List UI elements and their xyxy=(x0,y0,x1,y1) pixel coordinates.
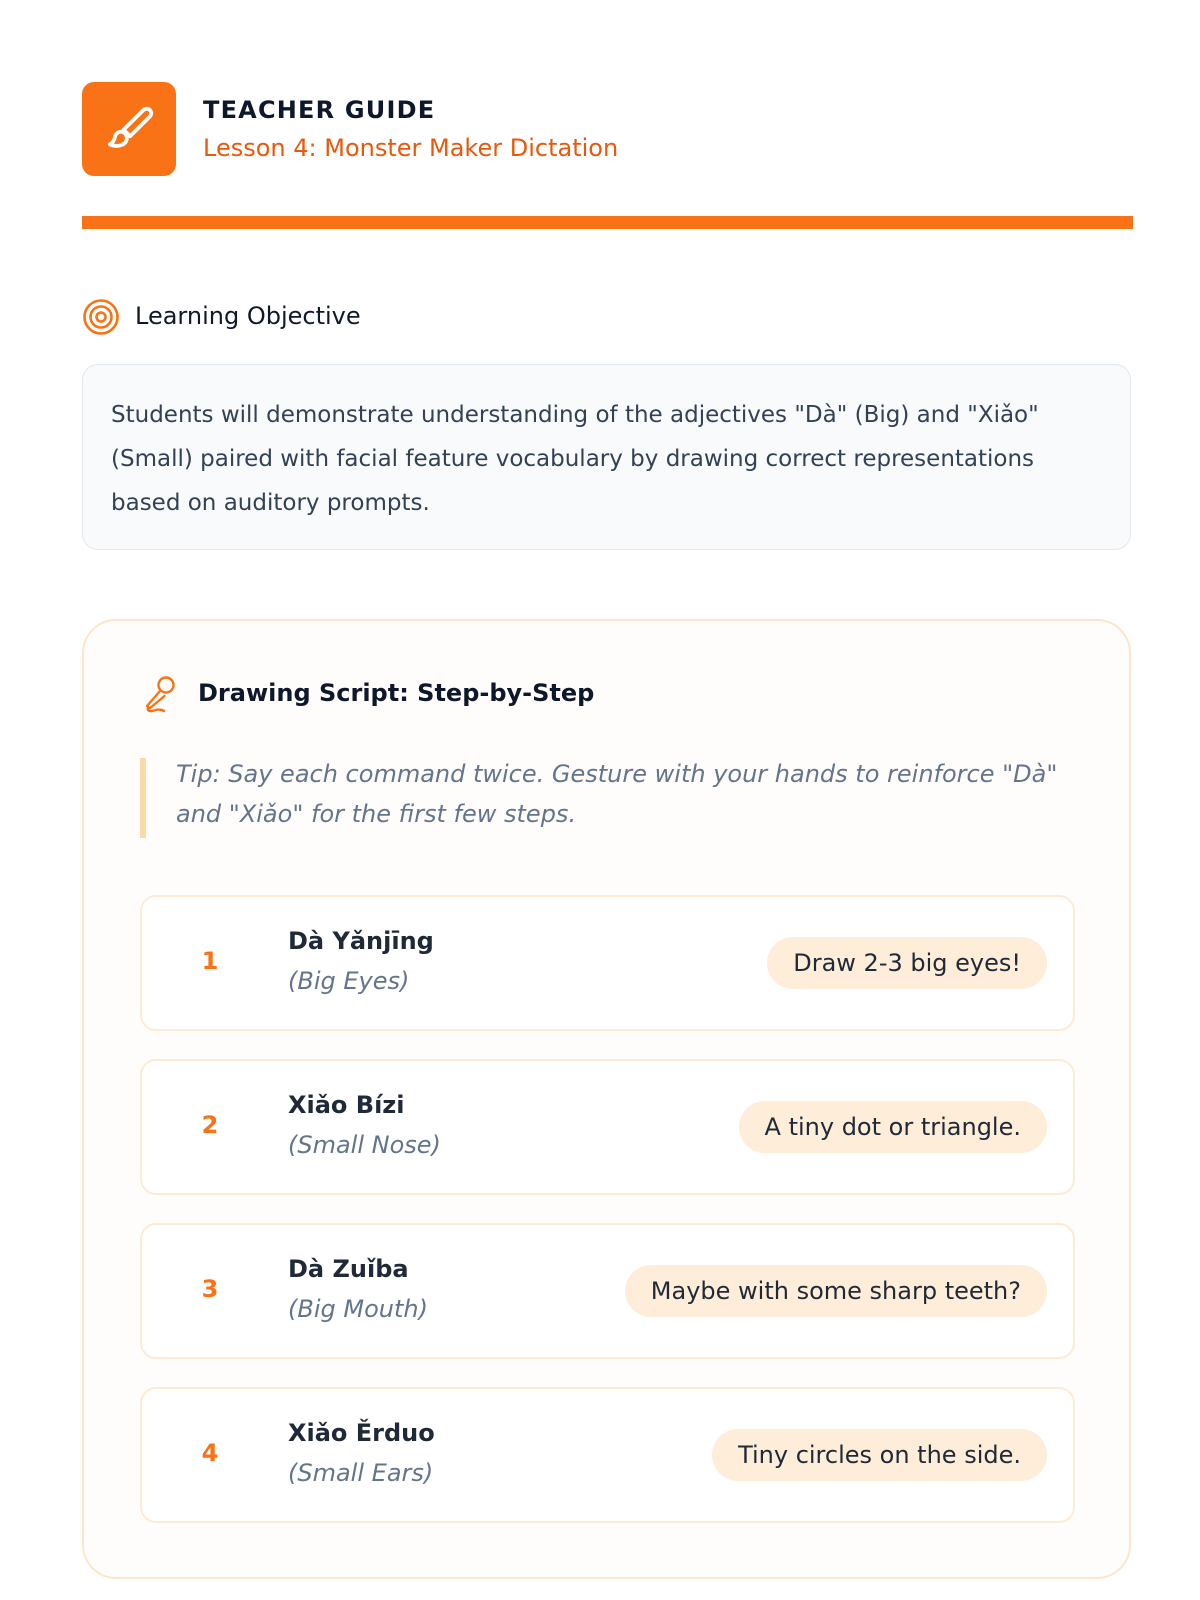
lesson-title: Lesson 4: Monster Maker Dictation xyxy=(203,134,619,162)
step-gloss: (Small Ears) xyxy=(288,1459,434,1487)
objective-label: Learning Objective xyxy=(135,302,361,330)
step-hint-pill: A tiny dot or triangle. xyxy=(739,1101,1047,1153)
step-gloss: (Small Nose) xyxy=(288,1131,441,1159)
teacher-tip xyxy=(140,758,1060,838)
step-number: 2 xyxy=(201,1111,219,1139)
step-hint-pill: Tiny circles on the side. xyxy=(712,1429,1047,1481)
step-gloss: (Big Mouth) xyxy=(288,1295,428,1323)
step-term: Xiǎo Ěrduo xyxy=(288,1419,435,1447)
step-number: 4 xyxy=(201,1439,219,1467)
objective-text: Students will demonstrate understanding of the adjectives "Dà" (Big) and "Xiǎo" (Small) paired with facial feature vocabulary by drawing correct representations based on auditory prompts. xyxy=(111,402,1039,516)
script-label: Drawing Script: Step-by-Step xyxy=(198,679,595,707)
step-term: Dà Zuǐba xyxy=(288,1255,409,1283)
drawing-script-card xyxy=(82,619,1131,1579)
header-divider xyxy=(82,216,1133,229)
step-number: 3 xyxy=(201,1275,219,1303)
microphone-icon xyxy=(142,675,178,713)
step-item xyxy=(140,895,1075,1031)
step-term: Xiǎo Bízi xyxy=(288,1091,405,1119)
step-item xyxy=(140,1387,1075,1523)
step-gloss: (Big Eyes) xyxy=(288,967,410,995)
step-item xyxy=(140,1059,1075,1195)
step-hint-pill: Draw 2-3 big eyes! xyxy=(767,937,1047,989)
guide-header xyxy=(82,82,1133,176)
script-heading xyxy=(142,675,842,715)
objective-heading xyxy=(82,296,682,336)
tip-text: Tip: Say each command twice. Gesture with your hands to reinforce "Dà" and "Xiǎo" for the first few steps. xyxy=(176,760,1058,828)
paintbrush-icon xyxy=(82,82,176,176)
step-hint-pill: Maybe with some sharp teeth? xyxy=(625,1265,1047,1317)
step-number: 1 xyxy=(201,947,219,975)
target-icon xyxy=(82,298,120,336)
step-item xyxy=(140,1223,1075,1359)
step-term: Dà Yǎnjīng xyxy=(288,927,434,955)
guide-kicker: TEACHER GUIDE xyxy=(203,96,436,124)
objective-box xyxy=(82,364,1131,550)
